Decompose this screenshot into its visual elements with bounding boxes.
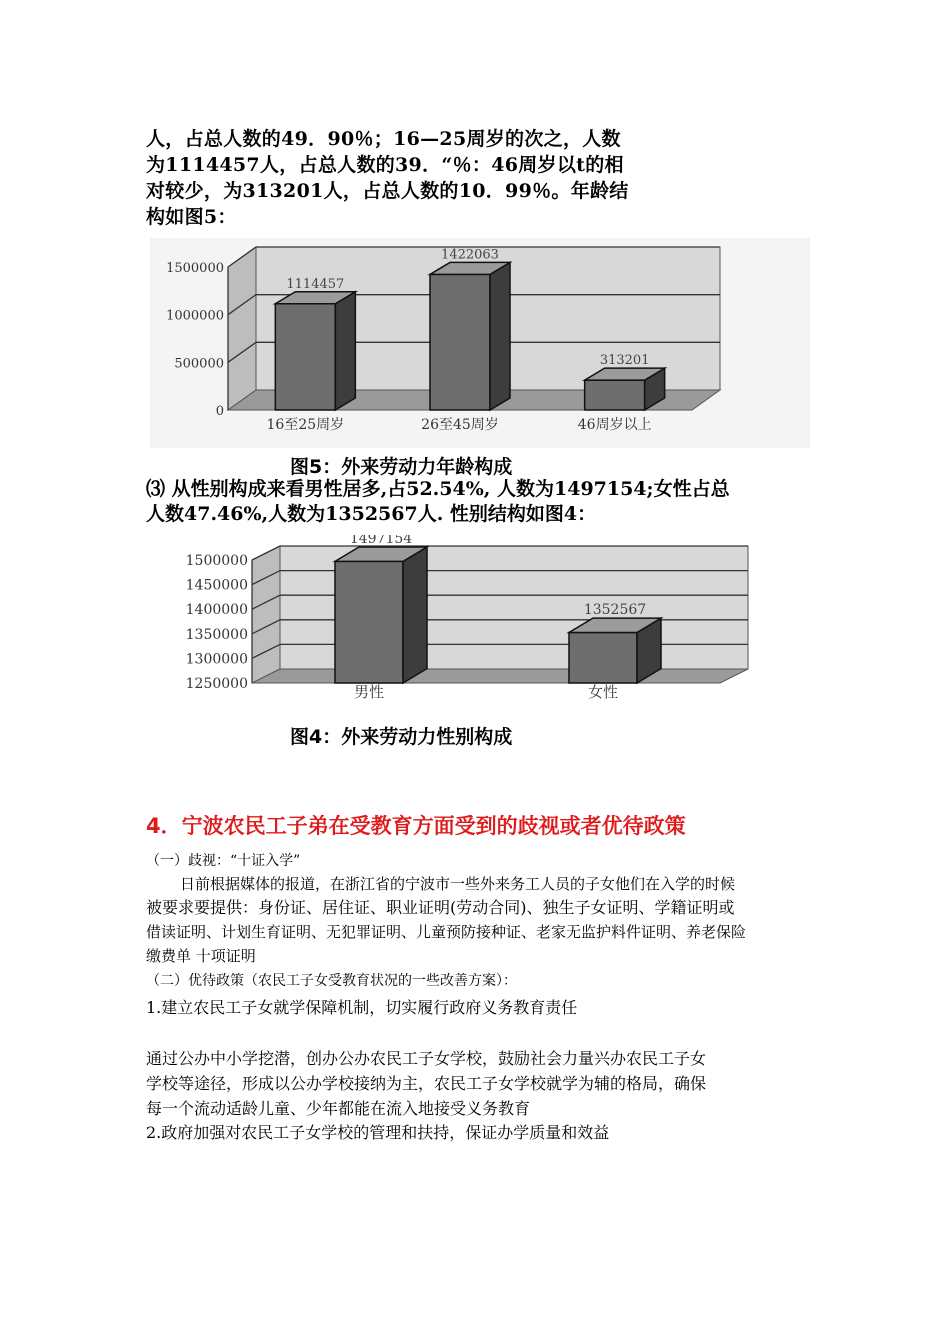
- y-tick-label: 1000000: [166, 308, 224, 324]
- chart-side-wall: [252, 546, 280, 683]
- paragraph-line: 缴费单 十项证明: [146, 947, 256, 965]
- subsection-discrimination: （一）歧视：“十证入学”: [146, 853, 301, 869]
- y-tick-label: 1450000: [185, 577, 248, 594]
- intro-line: 构如图5：: [146, 206, 237, 228]
- age-chart-caption: 图5：外来劳动力年龄构成: [290, 456, 513, 478]
- chart-side-wall: [228, 247, 256, 410]
- intro-line: 为1114457人，占总人数的39．“％：46周岁以t的相: [146, 154, 624, 176]
- x-tick-label: 46周岁以上: [577, 417, 652, 433]
- x-tick-label: 男性: [353, 683, 385, 701]
- x-tick-label: 26至45周岁: [421, 417, 499, 433]
- gender-line: 人数47.46%,人数为1352567人. 性别结构如图4：: [146, 503, 597, 525]
- policy-item-1: 1.建立农民工子女就学保障机制，切实履行政府义务教育责任: [146, 998, 578, 1017]
- paragraph-line: 日前根据媒体的报道，在浙江省的宁波市一些外来务工人员的子女他们在入学的时候: [180, 875, 736, 893]
- y-tick-label: 1250000: [185, 676, 248, 692]
- gender-line: ⑶ 从性别构成来看男性居多,占52.54%, 人数为1497154;女性占总: [146, 478, 730, 500]
- age-chart-svg: [150, 238, 810, 448]
- policy-paragraph: [146, 1046, 826, 1121]
- bar-side: [403, 547, 427, 683]
- bar-front: [569, 633, 637, 683]
- subsection-preferential: （二）优待政策（农民工子女受教育状况的一些改善方案）：: [146, 973, 517, 989]
- y-tick-label: 1500000: [166, 261, 224, 276]
- paragraph-line: 学校等途径，形成以公办学校接纳为主，农民工子女学校就学为辅的格局，确保: [146, 1074, 707, 1093]
- discrimination-paragraph: [146, 872, 826, 968]
- gender-chart: [150, 535, 760, 710]
- section-heading: 4．宁波农民工子弟在受教育方面受到的歧视或者优待政策: [146, 814, 686, 838]
- bar-front: [275, 304, 335, 410]
- data-label: 1114457: [286, 276, 345, 292]
- y-tick-label: 1300000: [185, 651, 248, 668]
- gender-chart-caption: 图4：外来劳动力性别构成: [290, 726, 513, 748]
- gender-paragraph: [146, 477, 826, 527]
- bar-front: [335, 561, 403, 683]
- chart-floor: [252, 669, 748, 683]
- y-tick-label: 0: [215, 404, 224, 419]
- paragraph-line: 借读证明、计划生育证明、无犯罪证明、儿童预防接种证、老家无监护料件证明、养老保险: [146, 923, 747, 941]
- paragraph-line: 每一个流动适龄儿童、少年都能在流入地接受义务教育: [146, 1099, 531, 1118]
- y-tick-label: 1500000: [185, 553, 248, 569]
- y-tick-label: 500000: [174, 356, 224, 372]
- bar-side: [335, 292, 355, 410]
- data-label: 1497154: [349, 535, 413, 548]
- paragraph-line: 被要求要提供：身份证、居住证、职业证明(劳动合同)、独生子女证明、学籍证明或: [146, 898, 735, 917]
- y-tick-label: 1350000: [185, 626, 248, 643]
- paragraph-line: 通过公办中小学挖潜，创办公办农民工子女学校，鼓励社会力量兴办农民工子女: [146, 1049, 707, 1068]
- x-tick-label: 女性: [587, 683, 619, 701]
- intro-line: 对较少，为313201人，占总人数的10．99％。年龄结: [146, 180, 629, 202]
- age-chart: [150, 238, 810, 448]
- data-label: 1352567: [583, 602, 647, 619]
- y-tick-label: 1400000: [185, 602, 248, 619]
- bar-front: [430, 274, 490, 410]
- data-label: 1422063: [441, 247, 499, 263]
- policy-item-2: 2.政府加强对农民工子女学校的管理和扶持，保证办学质量和效益: [146, 1123, 610, 1142]
- gender-chart-svg: [150, 535, 760, 710]
- bar-front: [585, 380, 645, 410]
- bar-side: [490, 262, 510, 410]
- x-tick-label: 16至25周岁: [266, 417, 345, 433]
- data-label: 313201: [599, 353, 650, 369]
- intro-line: 人，占总人数的49．90％；16—25周岁的次之，人数: [146, 128, 621, 150]
- intro-paragraph: [146, 126, 706, 230]
